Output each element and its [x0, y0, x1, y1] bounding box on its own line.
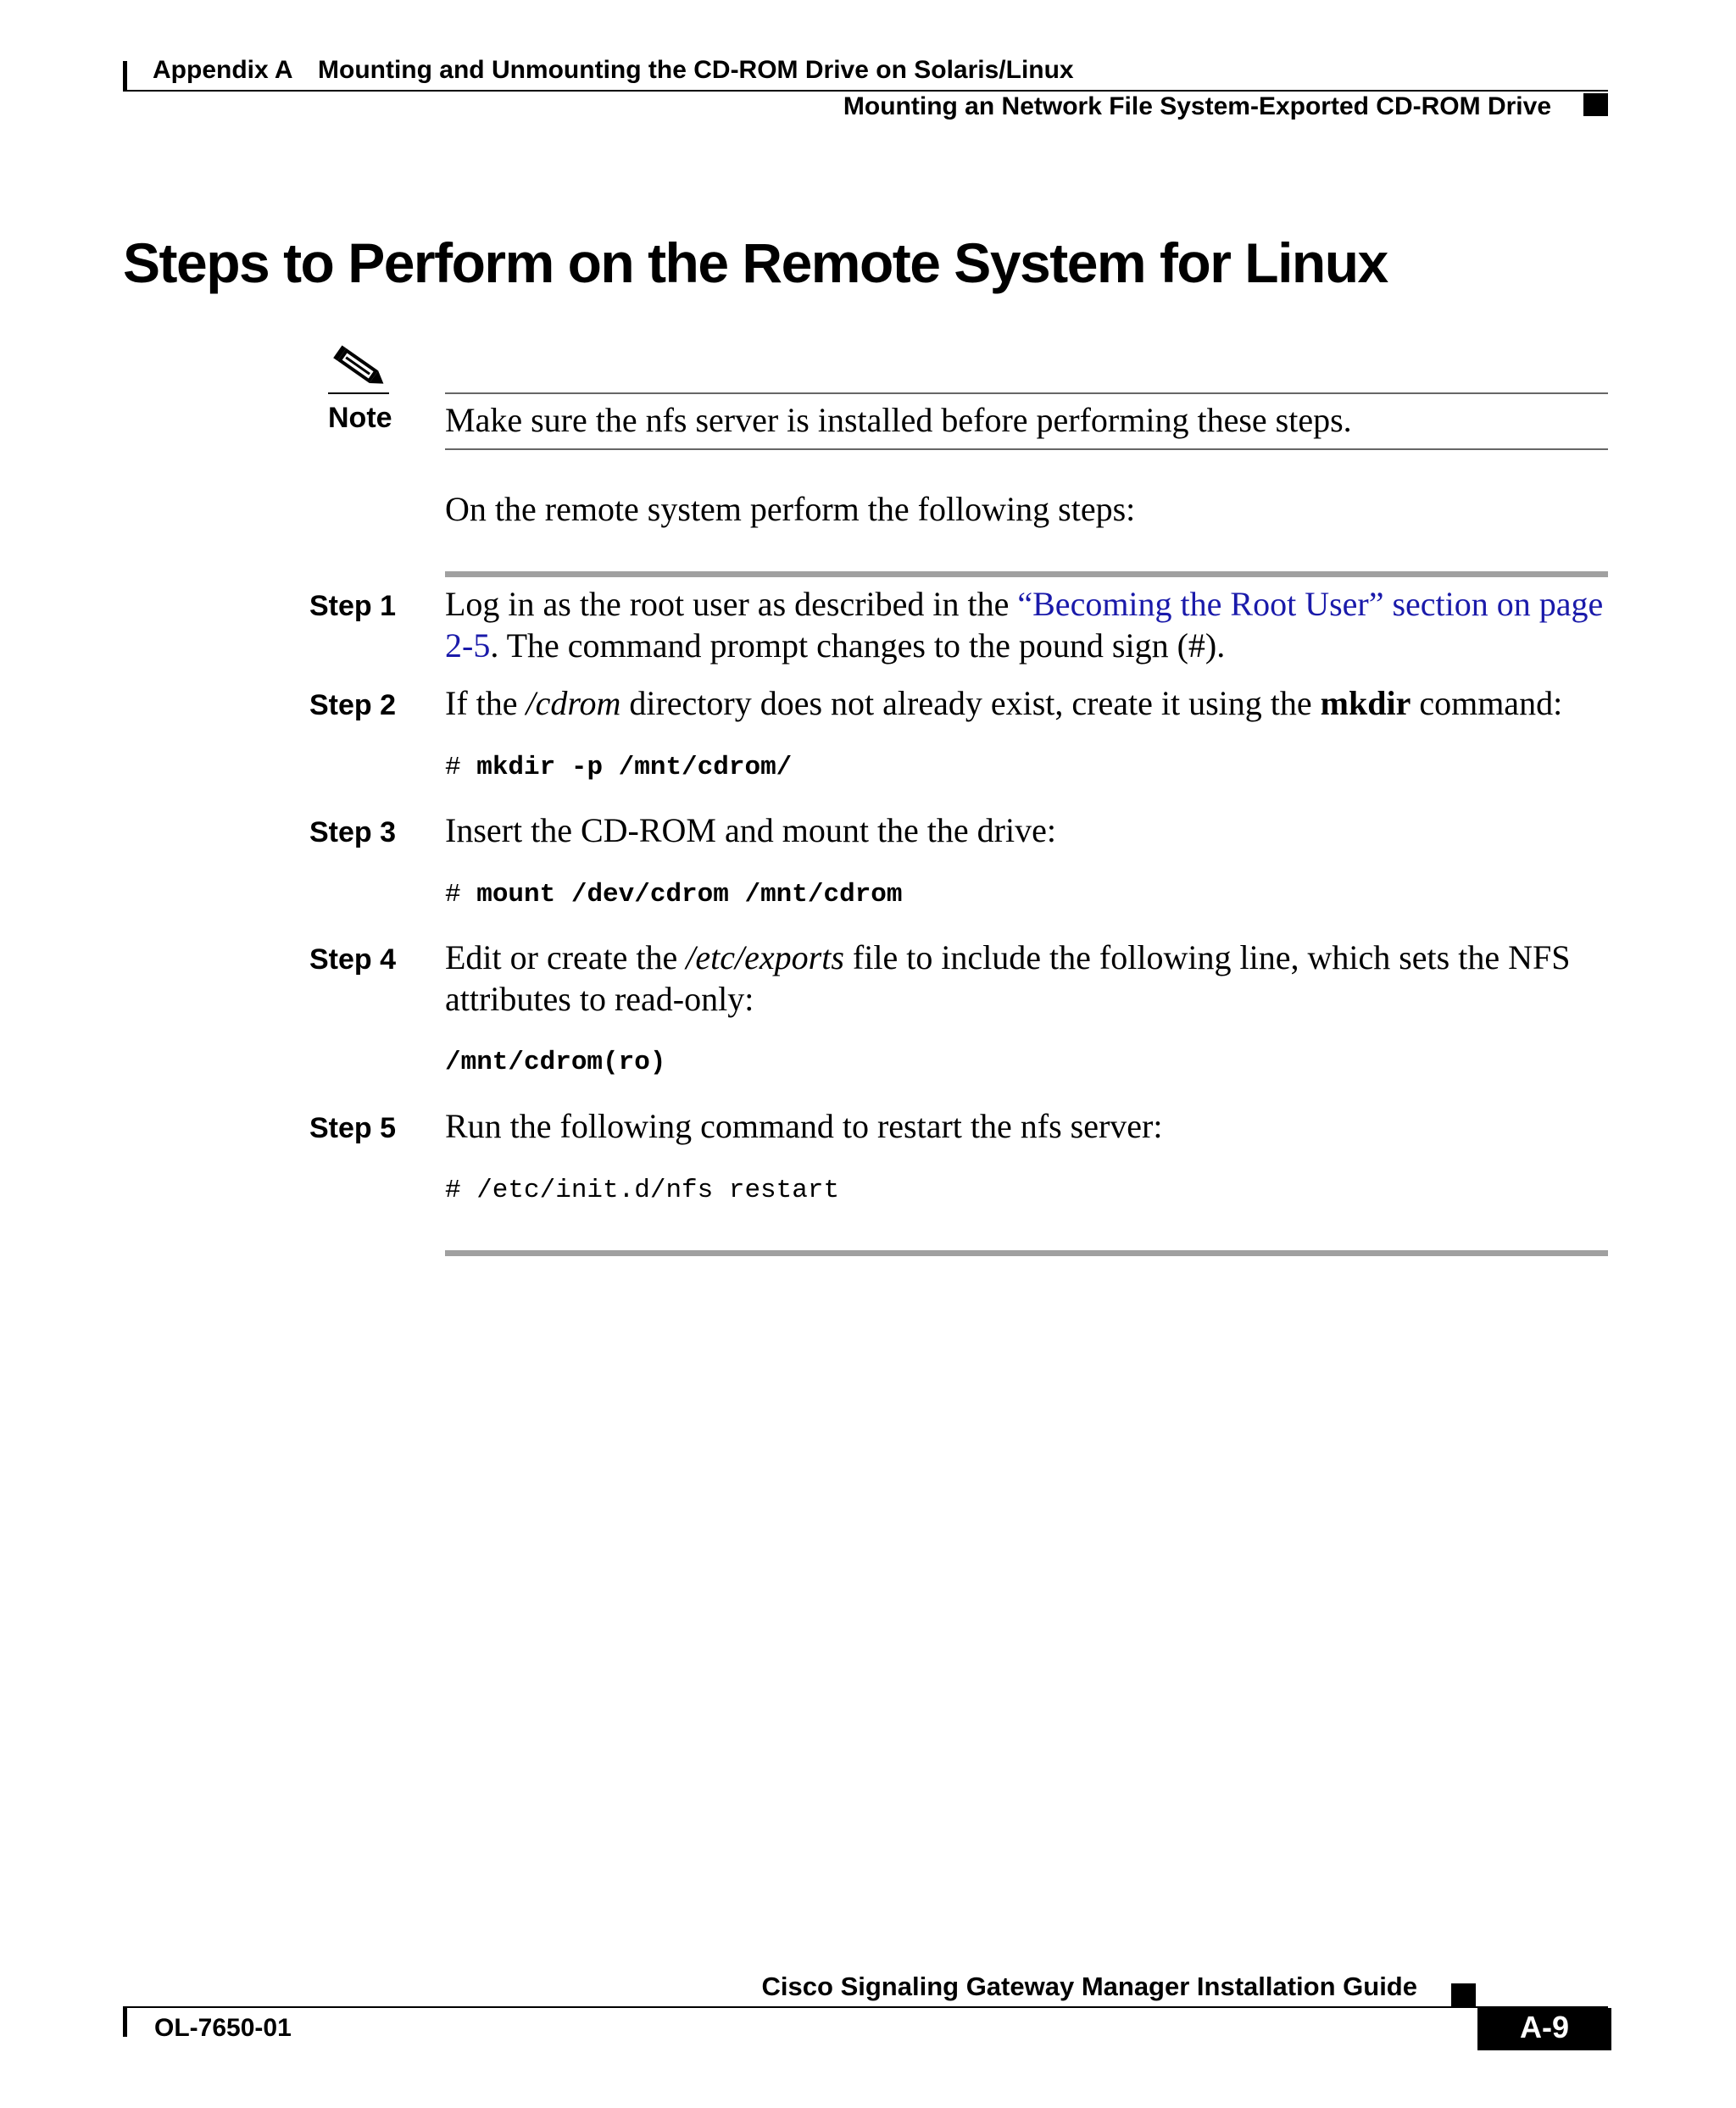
step-1-label: Step 1 [309, 590, 397, 622]
becoming-root-user-link[interactable]: “Becoming the Root User” section on page 2-5 [445, 585, 1604, 665]
step-5-label: Step 5 [309, 1112, 397, 1144]
header-square-marker [1583, 93, 1608, 116]
step-4-code: /mnt/cdrom(ro) [445, 1048, 666, 1077]
footer-doc-number: OL-7650-01 [154, 2014, 292, 2042]
procedure-bottom-rule [445, 1250, 1608, 1256]
step-2-text-before: If the [445, 684, 526, 722]
step-2-code-command: mkdir -p /mnt/cdrom/ [476, 753, 793, 782]
step-2-label: Step 2 [309, 689, 397, 721]
procedure-top-rule [445, 571, 1608, 577]
step-3-text: Insert the CD-ROM and mount the the drive: [445, 811, 1056, 849]
step-3-code-command: mount /dev/cdrom /mnt/cdrom [476, 880, 903, 909]
header-chapter-title: Mounting and Unmounting the CD-ROM Drive on Solaris/Linux [318, 56, 1074, 84]
note-label: Note [328, 402, 392, 434]
pencil-note-icon [329, 342, 390, 395]
step-2-code [445, 753, 792, 782]
footer-rule [123, 2006, 1608, 2008]
step-2-text-after: command: [1410, 684, 1563, 722]
step-1-text [445, 583, 1615, 666]
step-4-text-after: file to include the following line, which sets the NFS attributes to read-only: [445, 938, 1571, 1018]
header-appendix: Appendix A [153, 56, 293, 84]
footer-guide-title: Cisco Signaling Gateway Manager Installation Guide [761, 1972, 1417, 2001]
step-2-text [445, 682, 1615, 724]
step-4-label: Step 4 [309, 943, 397, 976]
note-bottom-rule [445, 448, 1608, 450]
header-rule [123, 90, 1608, 92]
footer-left-bar [123, 2006, 127, 2037]
step-3-code-prompt: # [445, 880, 461, 909]
footer-square-marker [1451, 1983, 1476, 2007]
step-2-code-prompt: # [445, 753, 461, 782]
step-1-text-before: Log in as the root user as described in the [445, 585, 1018, 623]
step-4-text [445, 937, 1615, 1020]
step-1-text-after: . The command prompt changes to the pound sign (#). [490, 626, 1226, 665]
page-title: Steps to Perform on the Remote System for Linux [123, 231, 1388, 294]
step-3-code [445, 880, 903, 909]
step-5-code: # /etc/init.d/nfs restart [445, 1176, 840, 1205]
footer-page-number: A-9 [1519, 2010, 1569, 2044]
note-top-rule [445, 392, 1608, 394]
step-4-text-before: Edit or create the [445, 938, 687, 976]
intro-paragraph: On the remote system perform the following steps: [445, 490, 1136, 528]
header-left-bar [123, 61, 127, 92]
note-icon-underline [328, 392, 389, 394]
step-2-text-middle: directory does not already exist, create it using the [620, 684, 1321, 722]
header-section-title: Mounting an Network File System-Exported CD-ROM Drive [843, 92, 1551, 120]
mkdir-command-term: mkdir [1320, 684, 1411, 722]
etc-exports-file-term: /etc/exports [686, 938, 844, 976]
step-5-text: Run the following command to restart the nfs server: [445, 1107, 1163, 1145]
note-text: Make sure the nfs server is installed before performing these steps. [445, 401, 1352, 439]
step-3-label: Step 3 [309, 816, 397, 848]
cdrom-directory-term: /cdrom [526, 684, 621, 722]
